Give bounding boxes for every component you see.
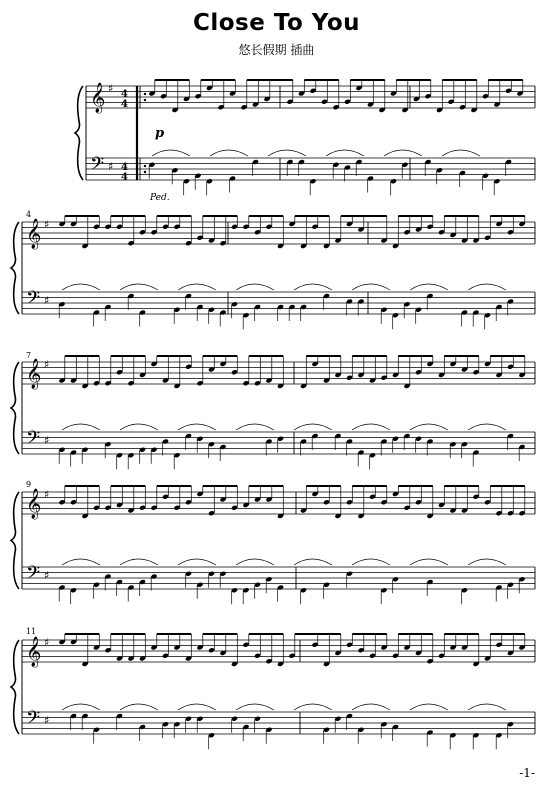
slur: [62, 704, 100, 710]
slur: [62, 424, 100, 430]
repeat-dot: [144, 165, 146, 167]
system-2: [11, 216, 535, 329]
treble-clef-icon: 𝄞: [26, 637, 42, 667]
system-3: [11, 356, 535, 469]
slur: [410, 284, 448, 290]
brace: [11, 492, 19, 589]
slur: [62, 284, 100, 290]
slur: [120, 424, 158, 430]
repeat-dot: [144, 93, 146, 95]
slur: [468, 284, 506, 290]
slur: [178, 284, 216, 290]
sharp-icon: ♯: [44, 294, 50, 307]
slur: [294, 559, 332, 565]
slur: [468, 559, 506, 565]
measure-number-7: 7: [26, 351, 32, 360]
system-4: [11, 486, 535, 604]
slur: [236, 704, 274, 710]
slur: [410, 704, 448, 710]
brace: [11, 362, 19, 454]
system-1: [75, 80, 535, 195]
sharp-icon: ♯: [44, 488, 50, 501]
svg-text:4: 4: [121, 162, 128, 173]
slur: [352, 559, 390, 565]
slur: [352, 284, 390, 290]
slur: [236, 559, 274, 565]
slur: [384, 150, 422, 156]
svg-text:4: 4: [121, 89, 128, 100]
slur: [410, 424, 448, 430]
brace: [11, 640, 19, 734]
sharp-icon: ♯: [44, 218, 50, 231]
sharp-icon: ♯: [44, 636, 50, 649]
slur: [294, 704, 332, 710]
system-5: [11, 634, 535, 749]
sharp-icon: ♯: [44, 358, 50, 371]
slur: [178, 424, 216, 430]
bass-clef-icon: 𝄢: [90, 154, 105, 179]
slur: [120, 704, 158, 710]
slur: [294, 284, 332, 290]
music-systems: [11, 80, 535, 749]
sharp-icon: ♯: [44, 569, 50, 582]
slur: [120, 559, 158, 565]
repeat-dot: [144, 99, 146, 101]
slur: [210, 150, 248, 156]
measure-number-9: 9: [26, 480, 32, 489]
treble-clef-icon: 𝄞: [90, 83, 106, 113]
slur: [268, 150, 306, 156]
treble-clef-icon: 𝄞: [26, 489, 42, 519]
dynamic-marking: p: [155, 126, 165, 141]
brace: [75, 86, 83, 180]
bass-clef-icon: 𝄢: [26, 708, 41, 733]
bass-clef-icon: 𝄢: [26, 563, 41, 588]
sharp-icon: ♯: [44, 714, 50, 727]
time-signature-treble: [121, 89, 128, 110]
slur: [236, 424, 274, 430]
slur: [236, 284, 274, 290]
treble-clef-icon: 𝄞: [26, 219, 42, 249]
brace: [11, 222, 19, 314]
svg-text:4: 4: [121, 172, 128, 183]
sharp-icon: ♯: [108, 160, 114, 173]
bass-clef-icon: 𝄢: [26, 428, 41, 453]
measure-number-4: 4: [26, 210, 32, 219]
slur: [326, 150, 364, 156]
sharp-icon: ♯: [108, 82, 114, 95]
page-number: -1-: [519, 766, 535, 780]
sharp-icon: ♯: [44, 434, 50, 447]
slur: [62, 559, 100, 565]
slur: [178, 559, 216, 565]
slur: [468, 424, 506, 430]
score-title: Close To You: [192, 10, 361, 36]
slur: [352, 424, 390, 430]
slur: [120, 284, 158, 290]
treble-clef-icon: 𝄞: [26, 359, 42, 389]
slur: [294, 424, 332, 430]
measure-number-11: 11: [26, 627, 37, 636]
bass-clef-icon: 𝄢: [26, 288, 41, 313]
slur: [442, 150, 480, 156]
slur: [178, 704, 216, 710]
time-signature-bass: [121, 162, 128, 183]
score-subtitle: 悠长假期 插曲: [238, 43, 315, 57]
svg-text:4: 4: [121, 99, 128, 110]
repeat-dot: [144, 171, 146, 173]
slur: [410, 559, 448, 565]
pedal-marking: Ped.: [150, 193, 170, 203]
slur: [468, 704, 506, 710]
slur: [152, 150, 190, 156]
slur: [352, 704, 390, 710]
